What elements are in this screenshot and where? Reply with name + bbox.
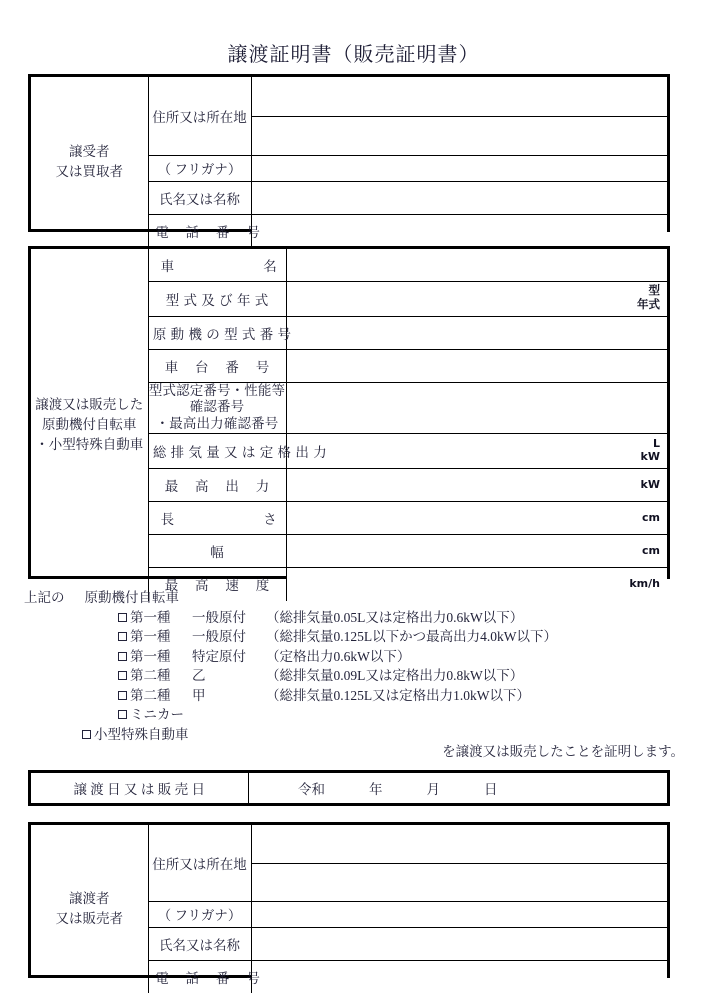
classification-item-0-sub: 一般原付 (192, 609, 246, 625)
classification-item-0[interactable] (24, 608, 684, 628)
vehicle-approval-number-label-line1: 型式認定番号・性能等確認番号 (148, 382, 286, 415)
vehicle-length-unit: cm (642, 510, 660, 524)
checkbox-icon[interactable] (118, 652, 127, 661)
vehicle-displacement-label: 総排気量又は定格出力 (148, 434, 286, 469)
classification-item-1-spec: （総排気量0.125L以下かつ最高出力4.0kW以下） (266, 629, 557, 644)
vehicle-party-label-line1: 譲渡又は販売した (35, 397, 144, 413)
classification-item-3[interactable] (24, 666, 684, 686)
checkbox-icon[interactable] (118, 613, 127, 622)
vehicle-max-speed-label: 最 高 速 度 (148, 568, 286, 601)
classification-item-2-kind: 第一種 (130, 648, 171, 664)
buyer-table (28, 74, 670, 240)
checkbox-icon[interactable] (118, 632, 127, 641)
vehicle-frame-number-label: 車 台 番 号 (148, 349, 286, 382)
date-label: 譲 渡 日 又 は 販 売 日 (31, 773, 248, 803)
checkbox-icon[interactable] (118, 691, 127, 700)
buyer-furigana-value[interactable] (251, 155, 667, 181)
vehicle-party-label (31, 249, 148, 601)
classification-item-3-kind: 第二種 (130, 668, 171, 683)
classification-intro (24, 588, 684, 608)
date-year-unit: 年 (369, 782, 383, 797)
seller-address-value-line1[interactable] (251, 825, 667, 863)
classification-item-2-spec: （定格出力0.6kW以下） (266, 648, 411, 664)
buyer-address-label: 住所又は所在地 (148, 77, 251, 155)
classification-item-1[interactable] (24, 627, 684, 647)
buyer-name-value[interactable] (251, 181, 667, 214)
vehicle-party-label-line3: ・小型特殊自動車 (35, 436, 144, 452)
classification-intro-prefix: 上記の (24, 590, 65, 605)
page-title: 譲渡証明書（販売証明書） (227, 44, 480, 66)
classification-item-6-kind: 小型特殊自動車 (94, 726, 189, 742)
vehicle-length-value[interactable] (286, 502, 667, 535)
seller-name-label: 氏名又は名称 (148, 927, 251, 960)
vehicle-model-year-label: 型式及び年式 (148, 281, 286, 316)
seller-address-value-line2[interactable] (251, 863, 667, 901)
buyer-address-value-line1[interactable] (251, 77, 667, 116)
seller-name-value[interactable] (251, 927, 667, 960)
vehicle-max-output-value[interactable] (286, 469, 667, 502)
vehicle-model-year-unit: 型 年式 (637, 284, 660, 311)
classification-block (24, 588, 684, 744)
buyer-address-value-line2[interactable] (251, 116, 667, 155)
date-era: 令和 (298, 782, 325, 797)
classification-item-2[interactable] (24, 647, 684, 667)
vehicle-name-label: 車 名 (148, 249, 286, 281)
classification-item-0-spec: （総排気量0.05L又は定格出力0.6kW以下） (266, 609, 524, 625)
vehicle-approval-number-label-line2: ・最高出力確認番号 (155, 416, 279, 432)
buyer-name-label: 氏名又は名称 (148, 181, 251, 214)
date-value[interactable] (248, 773, 667, 803)
vehicle-max-output-unit: kW (640, 477, 660, 491)
classification-item-0-kind: 第一種 (130, 609, 171, 625)
vehicle-displacement-unit: L kW (640, 437, 660, 464)
classification-item-3-sub: 乙 (192, 668, 206, 683)
vehicle-engine-model-value[interactable] (286, 316, 667, 349)
buyer-phone-value[interactable] (251, 214, 667, 247)
checkbox-icon[interactable] (118, 710, 127, 719)
seller-address-label: 住所又は所在地 (148, 825, 251, 901)
classification-intro-target: 原動機付自転車 (84, 590, 179, 605)
date-month-unit: 月 (426, 782, 440, 797)
vehicle-width-unit: cm (642, 543, 660, 557)
vehicle-table (28, 246, 670, 594)
seller-phone-value[interactable] (251, 960, 667, 993)
checkbox-icon[interactable] (118, 671, 127, 680)
seller-table (28, 822, 670, 986)
seller-furigana-value[interactable] (251, 901, 667, 927)
classification-item-4-kind: 第二種 (130, 687, 171, 703)
classification-item-2-sub: 特定原付 (192, 648, 246, 664)
vehicle-party-label-line2: 原動機付自転車 (42, 417, 137, 433)
classification-item-4-sub: 甲 (192, 687, 206, 703)
classification-item-1-sub: 一般原付 (192, 629, 246, 644)
buyer-party-label-line1: 譲受者 (69, 144, 110, 160)
seller-party-label (31, 825, 148, 993)
buyer-furigana-label: （ フリガナ） (148, 155, 251, 181)
classification-item-4-spec: （総排気量0.125L又は定格出力1.0kW以下） (266, 687, 530, 703)
vehicle-name-value[interactable] (286, 249, 667, 281)
checkbox-icon[interactable] (82, 730, 91, 739)
vehicle-max-speed-unit: km/h (629, 576, 660, 590)
vehicle-model-year-value[interactable] (286, 281, 667, 316)
date-day-unit: 日 (484, 782, 498, 797)
vehicle-engine-model-label: 原動機の型式番号 (148, 316, 286, 349)
vehicle-approval-number-label (148, 382, 286, 434)
classification-item-1-kind: 第一種 (130, 629, 171, 644)
seller-furigana-label: （ フリガナ） (148, 901, 251, 927)
certify-statement: を譲渡又は販売したことを証明します。 (442, 744, 684, 759)
vehicle-width-value[interactable] (286, 535, 667, 568)
buyer-phone-label: 電 話 番 号 (148, 214, 251, 247)
vehicle-width-label: 幅 (148, 535, 286, 568)
seller-party-label-line1: 譲渡者 (69, 891, 110, 907)
buyer-party-label (31, 77, 148, 247)
classification-item-5-kind: ミニカー (130, 707, 184, 722)
classification-item-5[interactable] (24, 705, 684, 725)
vehicle-displacement-value[interactable] (286, 434, 667, 469)
classification-item-3-spec: （総排気量0.09L又は定格出力0.8kW以下） (266, 668, 524, 683)
seller-phone-label: 電 話 番 号 (148, 960, 251, 993)
date-table (28, 770, 670, 806)
vehicle-max-output-label: 最 高 出 力 (148, 469, 286, 502)
buyer-party-label-line2: 又は買取者 (55, 164, 123, 179)
seller-party-label-line2: 又は販売者 (55, 911, 123, 926)
vehicle-frame-number-value[interactable] (286, 349, 667, 382)
vehicle-length-label: 長 さ (148, 502, 286, 535)
vehicle-approval-number-value[interactable] (286, 382, 667, 434)
classification-item-4[interactable] (24, 686, 684, 706)
